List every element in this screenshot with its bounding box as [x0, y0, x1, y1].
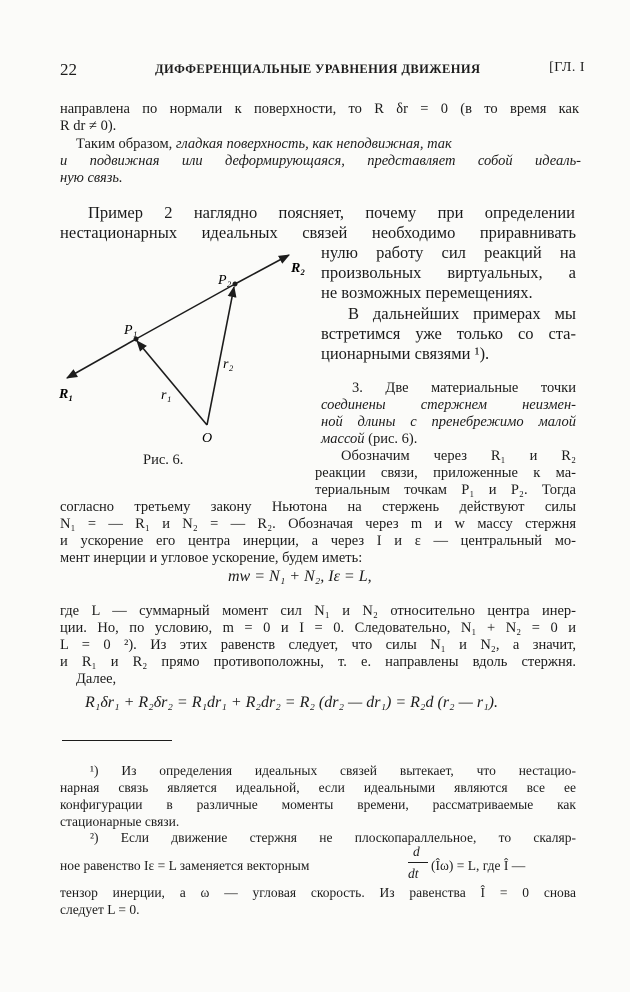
label-p1: P₁: [124, 323, 138, 338]
conclusion-line: ную связь.: [60, 170, 123, 186]
body-line: Далее,: [76, 671, 117, 687]
label-r1: r₁: [161, 388, 172, 403]
fraction-denominator: dt: [408, 866, 419, 881]
label-r2: r₂: [223, 357, 234, 372]
radius-vector-r1: [137, 341, 207, 425]
footnote-rule: [62, 740, 172, 741]
section-rest: (рис. 6).: [364, 431, 418, 447]
example-line: Пример 2 наглядно поясняет, почему при определении: [88, 203, 575, 222]
running-title: ДИФФЕРЕНЦИАЛЬНЫЕ УРАВНЕНИЯ ДВИЖЕНИЯ: [155, 62, 481, 76]
conclusion-line: и подвижная или деформирующаяся, представляет собой идеаль-: [60, 153, 581, 169]
example-line: нестационарных идеальных связей необходимо приравнивать: [60, 223, 576, 242]
label-origin: O: [202, 431, 213, 446]
body-line: териальным точкам P₁ и P₂. Тогда: [315, 482, 576, 498]
rod-line: [136, 284, 235, 339]
equation-work: R₁δr₁ + R₂δr₂ = R₁dr₁ + R₂dr₂ = R₂ (dr₂ — dr₁) = R₂d (r₂ — r₁).: [85, 694, 498, 711]
footnote-2-line: следует L = 0.: [60, 902, 140, 917]
body-line: и R₁ и R₂ прямо противоположны, т. е. направлены вдоль стержня.: [60, 654, 576, 670]
label-R1: R₁: [59, 387, 74, 402]
example-line: нулю работу сил реакций на: [321, 243, 576, 262]
section-line: соединены стержнем неизмен-: [321, 397, 576, 413]
body-line: мент инерции и угловое ускорение, будем иметь:: [60, 550, 363, 566]
equation-motion: mw = N₁ + N₂, Iε = L,: [228, 568, 372, 585]
conclusion-italic: гладкая поверхность, как неподвижная, так: [175, 136, 452, 152]
footnote-1-line: ¹) Из определения идеальных связей вытекает, что нестацио-: [90, 763, 576, 778]
example-line: не возможных перемещениях.: [321, 283, 533, 302]
body-line: реакции связи, приложенные к ма-: [315, 465, 576, 481]
footnote-2-line: ное равенство Iε = L заменяется векторным: [60, 858, 310, 873]
label-R2: R₂: [291, 261, 306, 276]
page-header: [60, 60, 585, 82]
reaction-r2-arrow: [235, 255, 289, 284]
body-line: N₁ = — R₁ и N₂ = — R₂. Обозначая через m и w массу стержня: [60, 516, 576, 532]
further-line: ционарными связями ¹).: [321, 344, 490, 363]
body-line: согласно третьему закону Ньютона на стержень действуют силы: [60, 499, 576, 515]
figure-6: [55, 248, 320, 448]
footnote-1-line: стационарные связи.: [60, 814, 180, 829]
conclusion-lead: Таким образом,: [76, 136, 173, 152]
footnote-2-line: (Îω) = L, где Î —: [431, 858, 526, 873]
further-line: встретимся уже только со ста-: [321, 324, 576, 343]
footnote-1-line: конфигурации в различные моменты времени, рассматриваемые как: [60, 797, 576, 812]
page-number: 22: [60, 60, 77, 79]
radius-vector-r2: [207, 287, 234, 425]
fraction-bar: [408, 862, 428, 863]
example-line: произвольных виртуальных, а: [321, 263, 576, 282]
section-italic: массой: [321, 431, 365, 447]
chapter-label: [ГЛ. I: [549, 60, 585, 75]
section-line: ной длины с пренебрежимо малой: [321, 414, 576, 430]
fraction-numerator: d: [413, 844, 420, 859]
body-line: Обозначим через R₁ и R₂: [341, 448, 576, 464]
text-line: направлена по нормали к поверхности, то R δr = 0 (в то время как: [60, 101, 579, 117]
body-line: и ускорение его центра инерции, а через I и ε — центральный мо-: [60, 533, 576, 549]
footnote-2-line: ²) Если движение стержня не плоскопараллельное, то скаляр-: [90, 830, 576, 845]
footnote-1-line: нарная связь является идеальной, если идеальными являются все ее: [60, 780, 576, 795]
label-p2: P₂: [218, 273, 232, 288]
footnote-2-line: тензор инерции, а ω — угловая скорость. Из равенства Î = 0 снова: [60, 885, 576, 900]
further-line: В дальнейших примерах мы: [348, 304, 576, 323]
text-line: R dr ≠ 0).: [60, 118, 117, 134]
section-line: 3. Две материальные точки: [352, 380, 576, 396]
conclusion-line: [76, 136, 581, 153]
body-line: где L — суммарный момент сил N₁ и N₂ относительно центра инер-: [60, 603, 576, 619]
section-line: [321, 431, 417, 448]
figure-caption: Рис. 6.: [143, 452, 184, 468]
reaction-r1-arrow: [67, 339, 136, 378]
body-line: L = 0 ²). Из этих равенств следует, что силы N₁ и N₂, а значит,: [60, 637, 576, 653]
point-p2: [233, 282, 238, 287]
body-line: ции. Но, по условию, m = 0 и I = 0. Следовательно, N₁ + N₂ = 0 и: [60, 620, 576, 636]
